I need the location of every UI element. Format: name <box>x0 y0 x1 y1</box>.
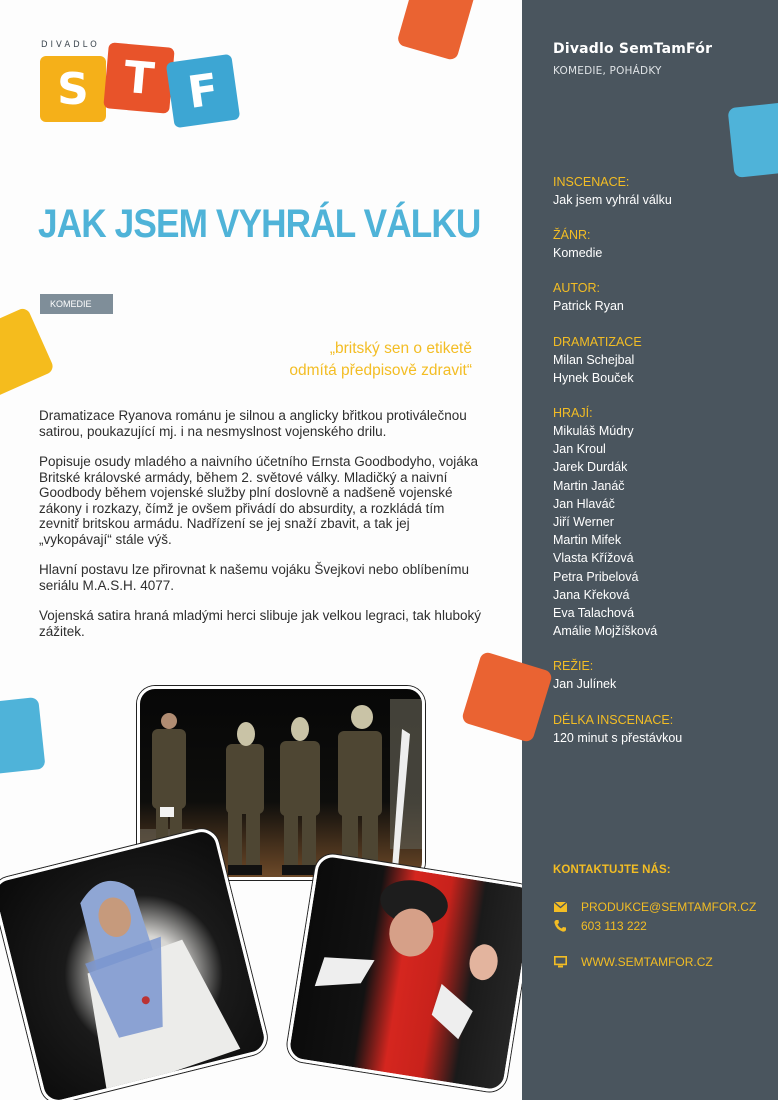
cast-member: Mikuláš Múdry <box>553 424 634 439</box>
info-dramatization <box>553 333 763 387</box>
decor-blue-square <box>0 697 46 775</box>
info-value: Jan Julínek <box>553 677 617 692</box>
genre-tag: KOMEDIE <box>40 294 113 314</box>
info-value: Hynek Bouček <box>553 370 634 385</box>
website-link[interactable]: WWW.SEMTAMFOR.CZ <box>581 955 713 969</box>
phone-number[interactable]: 603 113 222 <box>581 919 647 933</box>
actress-illustration <box>287 855 537 1094</box>
info-genre <box>553 226 763 262</box>
page-title: JAK JSEM VYHRÁL VÁLKU <box>38 202 481 246</box>
info-production <box>553 173 763 209</box>
description-paragraph: Dramatizace Ryanova románu je silnou a anglicky břitkou protiválečnou satirou, poukazující mj. i na nesmyslnost vojenského drilu. <box>39 408 467 439</box>
info-label: AUTOR: <box>553 281 600 296</box>
contact-email[interactable] <box>553 900 756 914</box>
contact-phone[interactable] <box>553 919 647 933</box>
production-info <box>553 173 763 764</box>
cast-member: Jana Křeková <box>553 587 630 602</box>
cast-member: Vlasta Křížová <box>553 551 634 566</box>
cast-member: Amálie Mojžíšková <box>553 624 658 639</box>
phone-icon <box>553 919 567 933</box>
info-cast <box>553 404 763 640</box>
contact-web[interactable] <box>553 955 713 969</box>
logo-tile-s: S <box>40 56 106 122</box>
info-value: 120 minut s přestávkou <box>553 730 683 745</box>
cast-member: Petra Pribelová <box>553 569 639 584</box>
info-label: REŽIE: <box>553 659 594 674</box>
cast-member: Martin Janáč <box>553 478 625 493</box>
info-value: Patrick Ryan <box>553 299 624 314</box>
info-label: DRAMATIZACE <box>553 334 642 349</box>
cast-member: Jan Kroul <box>553 442 606 457</box>
cast-member: Martin Mifek <box>553 533 622 548</box>
envelope-icon <box>553 900 567 914</box>
info-value: Komedie <box>553 246 603 261</box>
monitor-icon <box>553 955 567 969</box>
info-value: Jak jsem vyhrál válku <box>553 193 672 207</box>
cast-member: Jan Hlaváč <box>553 496 615 511</box>
description-paragraph: Vojenská satira hraná mladými herci slibuje jak velkou legraci, tak hluboký zážitek. <box>39 608 481 639</box>
cast-member: Jiří Werner <box>553 515 614 530</box>
decor-yellow-square <box>0 306 55 399</box>
info-duration <box>553 711 763 747</box>
description <box>39 408 484 654</box>
info-label: DÉLKA INSCENACE: <box>553 712 674 727</box>
org-subtitle: KOMEDIE, POHÁDKY <box>553 65 662 77</box>
cast-member: Eva Talachová <box>553 606 635 621</box>
info-label: HRAJÍ: <box>553 406 593 421</box>
logo-tile-t: T <box>103 42 175 114</box>
logo-tile-f: F <box>166 54 241 129</box>
contact-title: KONTAKTUJTE NÁS: <box>553 864 671 876</box>
email-link[interactable]: PRODUKCE@SEMTAMFOR.CZ <box>581 900 757 914</box>
info-label: ŽÁNR: <box>553 228 591 243</box>
description-paragraph: Hlavní postavu lze přirovnat k našemu vojáku Švejkovi nebo oblíbenímu seriálu M.A.S.H. 4077. <box>39 562 469 593</box>
org-name: Divadlo SemTamFór <box>553 41 713 57</box>
quote-line-2: odmítá předpisově zdravit“ <box>289 362 472 379</box>
photo-actress-red-dress <box>285 852 537 1094</box>
cast-member: Jarek Durdák <box>553 460 628 475</box>
description-paragraph: Popisuje osudy mladého a naivního účetního Ernsta Goodbodyho, vojáka Britské královské armády, během 2. světové války. Mladičký a naivní Goodbody během vojenské služby plní doslovně a nadšeně vojenské zákony i rozkazy, čímž je ovšem přivádí do absurdity, a rozkládá tím zevnitř britskou armádu. Nadřízení se jej snaží zbavit, a tak jej „vykopávají“ stále výš. <box>39 454 479 547</box>
quote-line-1: „britský sen o etiketě <box>329 340 472 357</box>
decor-blue-square <box>728 102 778 178</box>
tagline-quote <box>289 338 472 382</box>
decor-orange-square <box>396 0 475 61</box>
logo-caption: DIVADLO <box>41 40 100 50</box>
info-author <box>553 279 763 315</box>
info-value: Milan Schejbal <box>553 352 635 367</box>
info-director <box>553 657 763 693</box>
info-label: INSCENACE: <box>553 175 630 189</box>
